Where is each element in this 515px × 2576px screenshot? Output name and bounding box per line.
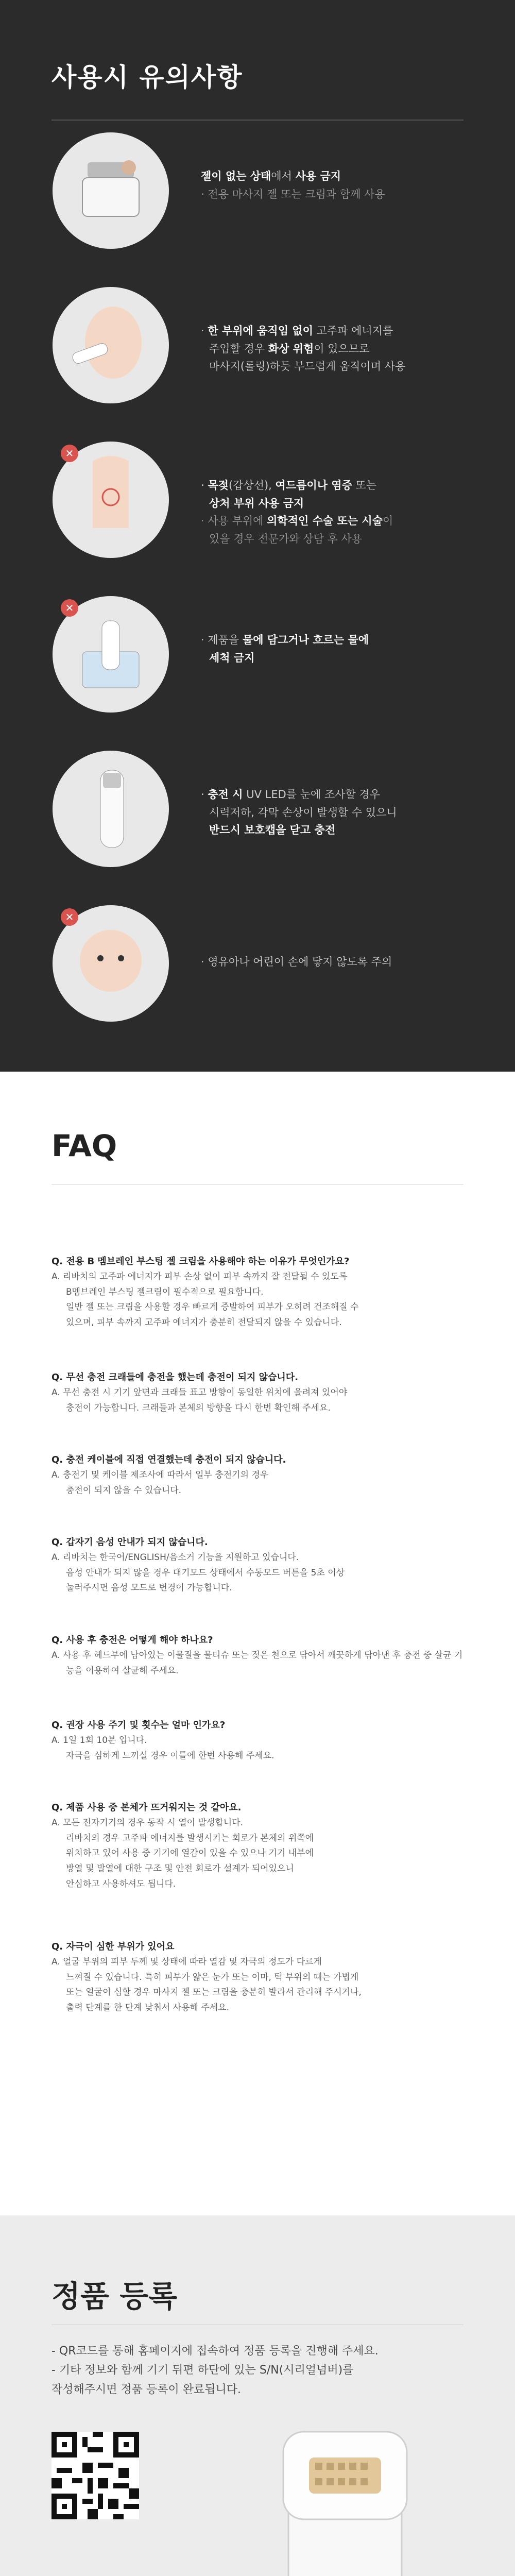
qr-code[interactable] [52,2432,139,2519]
prohibit-x-icon: ✕ [61,908,78,926]
prohibit-x-icon: ✕ [61,445,78,462]
faq-answer: A. 리바치의 고주파 에너지가 피부 손상 없이 피부 속까지 잘 전달될 수 있도록 [52,1271,348,1282]
faq-item [52,1453,464,1498]
divider [52,120,464,121]
caution-item [52,286,464,440]
faq-question: Q. 권장 사용 주기 및 횟수는 얼마 인가요? [52,1720,226,1731]
faq-answer: A. 충전기 및 케이블 제조사에 따라서 일부 충전기의 경우 [52,1469,269,1480]
faq-answer-line: 일반 젤 또는 크림을 사용할 경우 빠르게 증발하여 피부가 오히려 건조해질 수 [66,1302,359,1313]
faq-item [52,1940,464,2016]
prohibit-x-icon: ✕ [61,599,78,617]
caution-text: 젤이 없는 상태에서 사용 금지 · 전용 마사지 젤 또는 크림과 함께 사용 [201,170,385,200]
faq-item [52,1718,464,1764]
faq-answer: A. 얼굴 부위의 피부 두께 및 상태에 따라 열감 및 자극의 정도가 다르게 [52,1956,322,1967]
faq-answer-line: 또는 얼굴이 심할 경우 마사지 젤 또는 크림을 충분히 발라서 관리해 주시거나, [66,1987,362,1998]
faq-answer: A. 리바치는 한국어/ENGLISH/음소거 기능을 지원하고 있습니다. [52,1552,299,1563]
caution-text: · 목젖(갑상선), 여드름이나 염증 또는 상처 부위 사용 금지 · 사용 부위에 의학적인 수술 또는 시술이 있을 경우 전문가와 상담 후 사용 [201,479,393,545]
faq-title: FAQ [52,1128,117,1163]
caution-title: 사용시 유의사항 [52,62,243,92]
caution-item [52,750,464,904]
faq-answer: A. 모든 전자기기의 경우 동작 시 열이 발생합니다. [52,1817,243,1828]
water-prohibited-illustration [52,595,170,714]
instruction-line: - QR코드를 통해 홈페이지에 접속하여 정품 등록을 진행해 주세요. [52,2345,379,2358]
device-image [201,2411,469,2576]
faq-answer-line: 방열 및 발열에 대한 구조 및 안전 회로가 설계가 되어있으니 [66,1863,294,1874]
caution-text: · 충전 시 UV LED를 눈에 조사할 경우 시력저하, 각막 손상이 발생할 수 있으니 반드시 보호캡을 닫고 충전 [201,788,397,837]
faq-answer-line: 위치하고 있어 사용 중 기기에 열감이 있을 수 있으나 기기 내부에 [66,1848,314,1859]
faq-item [52,1255,464,1331]
caution-item [52,904,464,1059]
caution-section [0,0,515,1072]
caution-text: · 제품을 물에 담그거나 흐르는 물에 세척 금지 [201,634,369,664]
caution-item [52,595,464,750]
faq-answer-line: 눌러주시면 음성 모드로 변경이 가능합니다. [66,1583,232,1594]
faq-answer-line: 느껴질 수 있습니다. 특히 피부가 얇은 눈가 또는 이마, 턱 부위의 때는 가볍게 [66,1972,359,1982]
faq-answer-line: 자극을 심하게 느끼실 경우 이틀에 한번 사용해 주세요. [66,1750,274,1761]
faq-answer-line: 음성 안내가 되지 않을 경우 대기모드 상태에서 수동모드 버튼을 5초 이상 [66,1567,345,1578]
faq-item [52,1801,464,1892]
faq-answer: A. 사용 후 헤드부에 남아있는 이물질을 물티슈 또는 젖은 천으로 닦아서 깨끗하게 닦아낸 후 충전 중 살균 기능을 이용하여 살균해 주세요. [52,1650,463,1676]
instruction-line: 작성해주시면 정품 등록이 완료됩니다. [52,2383,242,2396]
registration-instructions [52,2342,379,2399]
caution-text: · 한 부위에 움직임 없이 고주파 에너지를 주입할 경우 화상 위험이 있으므로 마사지(롤링)하듯 부드럽게 움직이며 사용 [201,325,406,373]
faq-item [52,1633,464,1679]
face-device-illustration [52,286,170,404]
faq-question: Q. 전용 B 멤브레인 부스팅 젤 크림을 사용해야 하는 이유가 무엇인가요? [52,1256,350,1267]
gel-jar-illustration [52,131,170,250]
faq-answer-line: 출력 단계를 한 단계 낮춰서 사용해 주세요. [66,2003,230,2013]
caution-item [52,440,464,595]
faq-answer-line: 안심하고 사용하셔도 됩니다. [66,1878,176,1889]
baby-prohibited-illustration [52,904,170,1023]
faq-section [0,1072,515,2215]
faq-item [52,1370,464,1416]
faq-question: Q. 사용 후 충전은 어떻게 해야 하나요? [52,1635,213,1646]
faq-answer-line: 있으며, 피부 속까지 고주파 에너지가 충분히 전달되지 않을 수 있습니다. [66,1317,342,1328]
faq-answer-line: 리바치의 경우 고주파 에너지를 발생시키는 회로가 본체의 위쪽에 [66,1833,314,1843]
registration-title: 정품 등록 [52,2279,178,2314]
faq-question: Q. 무선 충전 크래들에 충전을 했는데 충전이 되지 않습니다. [52,1372,299,1383]
faq-question: Q. 충전 케이블에 직접 연결했는데 충전이 되지 않습니다. [52,1454,286,1465]
faq-answer: A. 무선 충전 시 기기 앞면과 크래들 표고 방향이 동일한 위치에 올려져 있어야 [52,1387,348,1398]
caution-item [52,131,464,286]
faq-item [52,1535,464,1596]
registration-section [0,2215,515,2576]
faq-question: Q. 갑자기 음성 안내가 되지 않습니다. [52,1537,208,1548]
faq-answer-line: 충전이 되지 않을 수 있습니다. [66,1485,182,1496]
faq-answer: A. 1일 1회 10분 입니다. [52,1735,147,1745]
faq-answer-line: 충전이 가능합니다. 크래들과 본체의 방향을 다시 한번 확인해 주세요. [66,1402,331,1413]
faq-question: Q. 자극이 심한 부위가 있어요 [52,1941,175,1952]
faq-question: Q. 제품 사용 중 본체가 뜨거워지는 것 같아요. [52,1802,242,1813]
faq-answer-line: B멤브레인 부스팅 젤크림이 필수적으로 필요합니다. [66,1286,264,1297]
caution-text: · 영유아나 어린이 손에 닿지 않도록 주의 [201,956,392,968]
uv-led-device-illustration [52,750,170,868]
instruction-line: - 기타 정보와 함께 기기 뒤편 하단에 있는 S/N(시리얼넘버)를 [52,2364,354,2377]
neck-prohibited-illustration [52,440,170,559]
